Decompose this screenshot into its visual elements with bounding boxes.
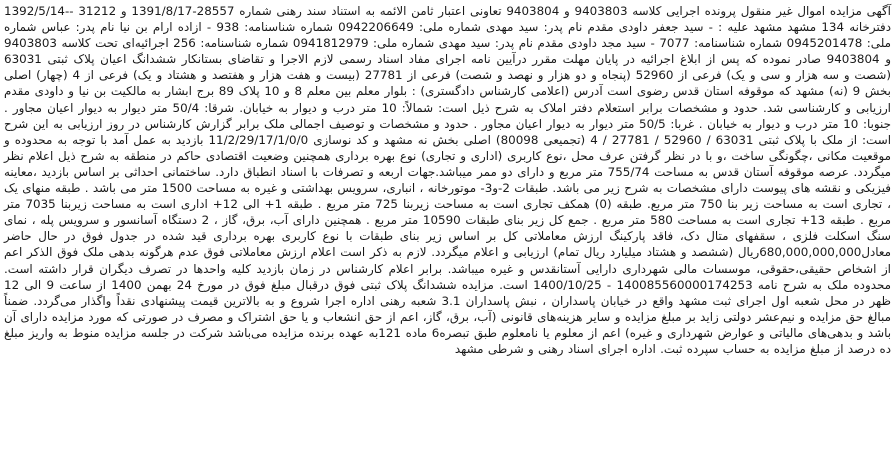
auction-notice-text: آگهی مزایده اموال غیر منقول پرونده اجرایی کلاسه 9403803 و 9403804 تعاونی اعتبار ثامن الائمه به استناد سند رهنی شماره 28557-1391/8/17 و 31212 --1392/5/14 دفترخانه 134 مشهد مشهد علیه : - سید جعفر داودی مقدم نام پدر: سید مهدی شماره ملی: 0942206649 شماره شناسنامه: 938 - ازاده ارام بن نیا نام پدر: عباس شماره ملی: 0945201478 شماره شناسنامه: 7077 - سید مجد داودی مقدم نام پدر: سید مهدی شماره ملی: 0941812979 شماره شناسنامه: 256 اجرائیه‌ای تحت کلاسه 9403803 و 9403804 صادر نموده که پس از ابلاغ اجرائیه در پایان مهلت مقرر درآیین نامه اجرای مفاد اسناد رسمی لازم الاجرا و تقاضای بستانکار ششدانگ اعیان پلاک ثبتی 63031 (شصت و سه هزار و سی و یک) فرعی از 52960 (پنجاه و دو هزار و نهصد و شصت) فرعی از 27781 (بیست و هفت هزار و هفتصد و هشتاد و یک) فرعی از 4 (چهار) اصلی بخش 9 (نه) مشهد که موقوفه استان قدس رضوی است آدرس (اعلامی کارشناس دادگستری) : بلوار معلم بین معلم 8 و 10 پلاک 89 برج ابشار به مالکیت بن نیا و داودی مقدم ارزیابی و کارشناسی شد. حدود و مشخصات برابر استعلام دفتر املاک به شرح ذیل است: شمالاً: 10 متر درب و دیوار به خیابان. شرقا: 50/4 متر دیوار به دیوار اعیان مجاور . جنوبا: 10 متر درب و دیوار به خیابان . غربا: 50/5 متر دیوار به دیوار اعیان مجاور . حدود و مشخصات و توصیف اجمالی ملک برابر گزارش کارشناس در روز ارزیابی به این شرح است: از ملک با پلاک ثبتی 63031 / 52960 / 27781 / 4 (تجمیعی 80098) اصلی بخش نه مشهد و کد نوسازی 11/2/29/17/1/0/0 بازدید به عمل آمد با توجه به محدوده و موقعیت مکانی ،چگونگی ساخت ،و با در نظر گرفتن عرف محل ،نوع کاربری (اداری و تجاری) نوع بهره برداری همچنین وضعیت اقتصادی حاکم در منطقه به شرح ذیل اعلام نظر میگردد. عرصه موقوفه آستان قدس به مساحت 755/74 متر مربع و دارای دو ممر میباشد.جهات اربعه و تصرفات با اسناد انطباق دارد. ساختمانی احداثی بر اساس بازدید ،معاینه فیزیکی و نقشه های پیوست دارای مشخصات به شرح زیر می باشد. طبقات 2-و3- موتورخانه ، انباری، سرویس بهداشتی و غیره به مساحت 1500 متر می باشد . طبقه منهای یک ، تجاری است به مساحت زیر بنا 750 متر مربع. طبقه (0) همکف تجاری است به مساحت زیربنا 725 متر مربع . طبقه 1+ الی 12+ اداری است به مساحت زیربنا 7035 متر مربع . طبقه 13+ تجاری است به مساحت 580 متر مربع . جمع کل زیر بنای طبقات 10590 متر مربع . همچنین دارای آب، برق، گاز ، 2 دستگاه آسانسور و سرویس پله ، نمای سنگ اسکلت فلزی ، سقفهای متال دک، فاقد پارکینگ ارزش معاملاتی کل بر اساس زیر بنای طبقات با نوع کاربری بهره برداری قید شده در جدول فوق در حال حاضر معادل680,000,000,000ریال (ششصد و هشتاد میلیارد ریال تمام) ارزیابی و اعلام میگردد. لازم به ذکر است اعلام ارزش معاملاتی فوق عدم هرگونه بدهی ملک فوق الذکر اعم از اشخاص حقیقی،حقوقی، موسسات مالی شهرداری دارایی آستانقدس و غیره میباشد. برابر اعلام کارشناس در زمان بازدید کلیه واحدها در تصرف دیگران قرار داشته است. محدوده ملک به شرح نامه 140085560000174253 - 1400/10/25 است. مزایده ششدانگ پلاک ثبتی فوق درقبال مبلغ فوق در مورخ 24 بهمن 1400 از ساعت 9 الی 12 ظهر در محل شعبه اول اجرای ثبت مشهد واقع در خیابان پاسداران ، نبش پاسداران 3.1 شعبه رهنی اداره اجرا شروع و به بالاترین قیمت پیشنهادی نقداً واگذار می‌گردد. ضمناً مبالغ حق مزایده و نیم‌عشر دولتی زاید بر مبلغ مزایده و سایر هزینه‌های قانونی (آب، برق، گاز، اعم از حق انشعاب و یا حق اشتراک و مصرف در صورتی که مورد مزایده دارای آن باشد و بدهی‌های مالیاتی و عوارض شهرداری و غیره) اعم از معلوم یا نامعلوم طبق تبصره6 ماده 121به عهده برنده مزایده می‌باشد شرکت در جلسه مزایده منوط به واریز مبلغ ده درصد از مبلغ مزایده به حساب سپرده ثبت. اداره اجرای اسناد رهنی و شرطی مشهد bbox=[4, 4, 892, 356]
